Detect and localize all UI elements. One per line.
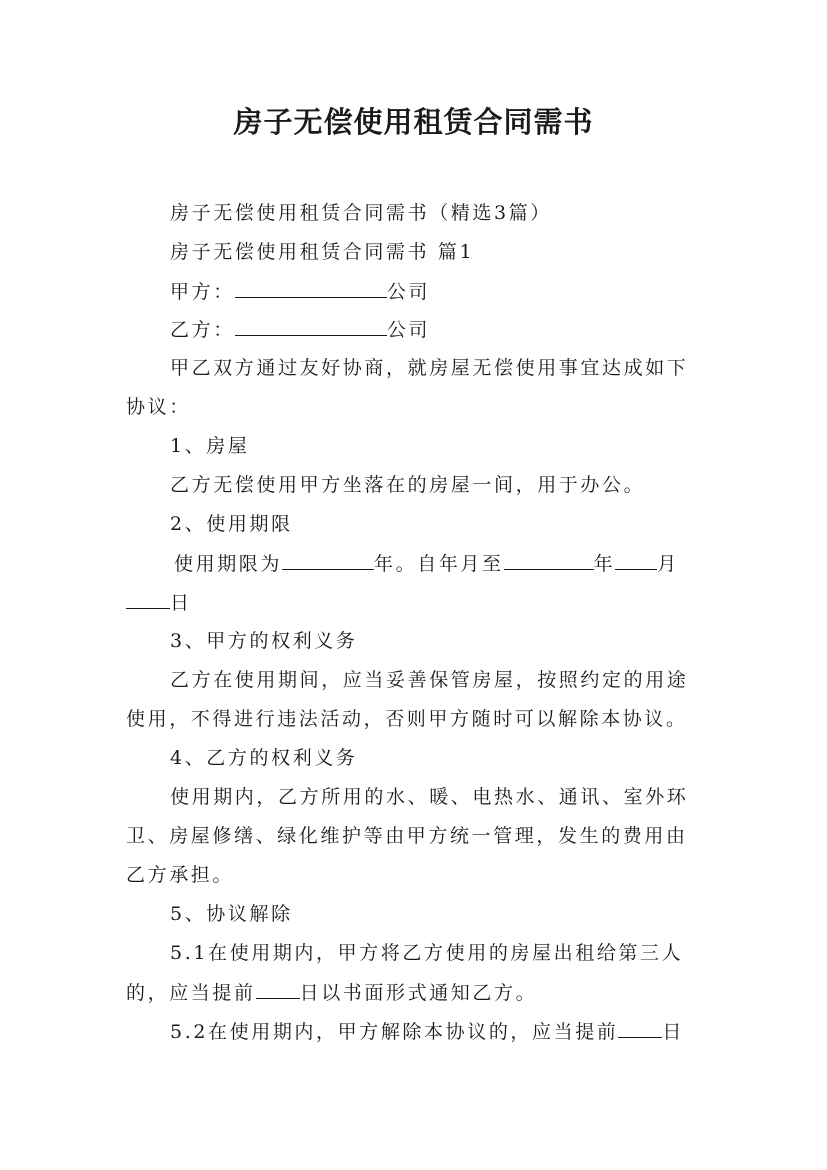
section-1-text: 乙方无偿使用甲方坐落在的房屋一间，用于办公。	[170, 474, 646, 496]
end-month-blank	[615, 551, 657, 570]
section-3-line-2: 使用，不得进行违法活动，否则甲方随时可以解除本协议。	[126, 708, 688, 730]
section-4-heading: 4、乙方的权利义务	[170, 747, 358, 769]
section-title: 房子无偿使用租赁合同需书 篇1	[170, 241, 475, 263]
party-b-suffix: 公司	[386, 319, 431, 341]
end-year-blank	[504, 551, 594, 570]
termination-prefix: 5.2在使用期内，甲方解除本协议的，应当提前	[170, 1021, 619, 1043]
termination-days-blank	[618, 1019, 662, 1038]
notice-days-blank	[256, 980, 300, 999]
party-b-label: 乙方：	[170, 319, 235, 341]
section-4-line-2: 卫、房屋修缮、绿化维护等由甲方统一管理，发生的费用由	[126, 825, 688, 847]
section-2-line-2	[126, 590, 192, 615]
clause-5-2-line-1	[170, 1019, 684, 1044]
year-label: 年	[593, 553, 616, 575]
party-a-label: 甲方：	[170, 281, 235, 303]
notice-suffix: 日以书面形式通知乙方。	[299, 982, 538, 1004]
section-5-heading: 5、协议解除	[170, 903, 293, 925]
clause-5-1-line-1: 5.1在使用期内，甲方将乙方使用的房屋出租给第三人	[170, 942, 684, 964]
section-3-heading: 3、甲方的权利义务	[170, 630, 358, 652]
intro-line-1: 甲乙双方通过友好协商，就房屋无偿使用事宜达成如下	[170, 357, 689, 379]
party-b-blank	[235, 317, 387, 336]
day-label: 日	[170, 592, 192, 614]
notice-prefix: 的，应当提前	[126, 982, 256, 1004]
party-a-blank	[235, 279, 387, 298]
subtitle: 房子无偿使用租赁合同需书（精选3篇）	[170, 202, 552, 224]
clause-5-1-line-2	[126, 980, 537, 1005]
section-2-heading: 2、使用期限	[170, 513, 293, 535]
month-label: 月	[657, 553, 679, 575]
term-years-blank	[282, 551, 374, 570]
end-day-blank	[126, 590, 170, 609]
section-3-line-1: 乙方在使用期间，应当妥善保管房屋，按照约定的用途	[170, 669, 689, 691]
termination-day-label: 日	[662, 1021, 685, 1043]
section-4-line-1: 使用期内，乙方所用的水、暖、电热水、通讯、室外环	[170, 786, 689, 808]
document-title: 房子无偿使用租赁合同需书	[233, 105, 594, 139]
section-2-line-1	[174, 551, 679, 576]
term-prefix: 使用期限为	[174, 553, 283, 575]
term-middle: 年。自年月至	[374, 553, 504, 575]
party-a-line	[170, 279, 430, 304]
party-b-line	[170, 317, 430, 342]
section-4-line-3: 乙方承担。	[126, 864, 235, 886]
section-1-heading: 1、房屋	[170, 435, 250, 457]
intro-line-2: 协议：	[126, 396, 191, 418]
party-a-suffix: 公司	[386, 281, 431, 303]
